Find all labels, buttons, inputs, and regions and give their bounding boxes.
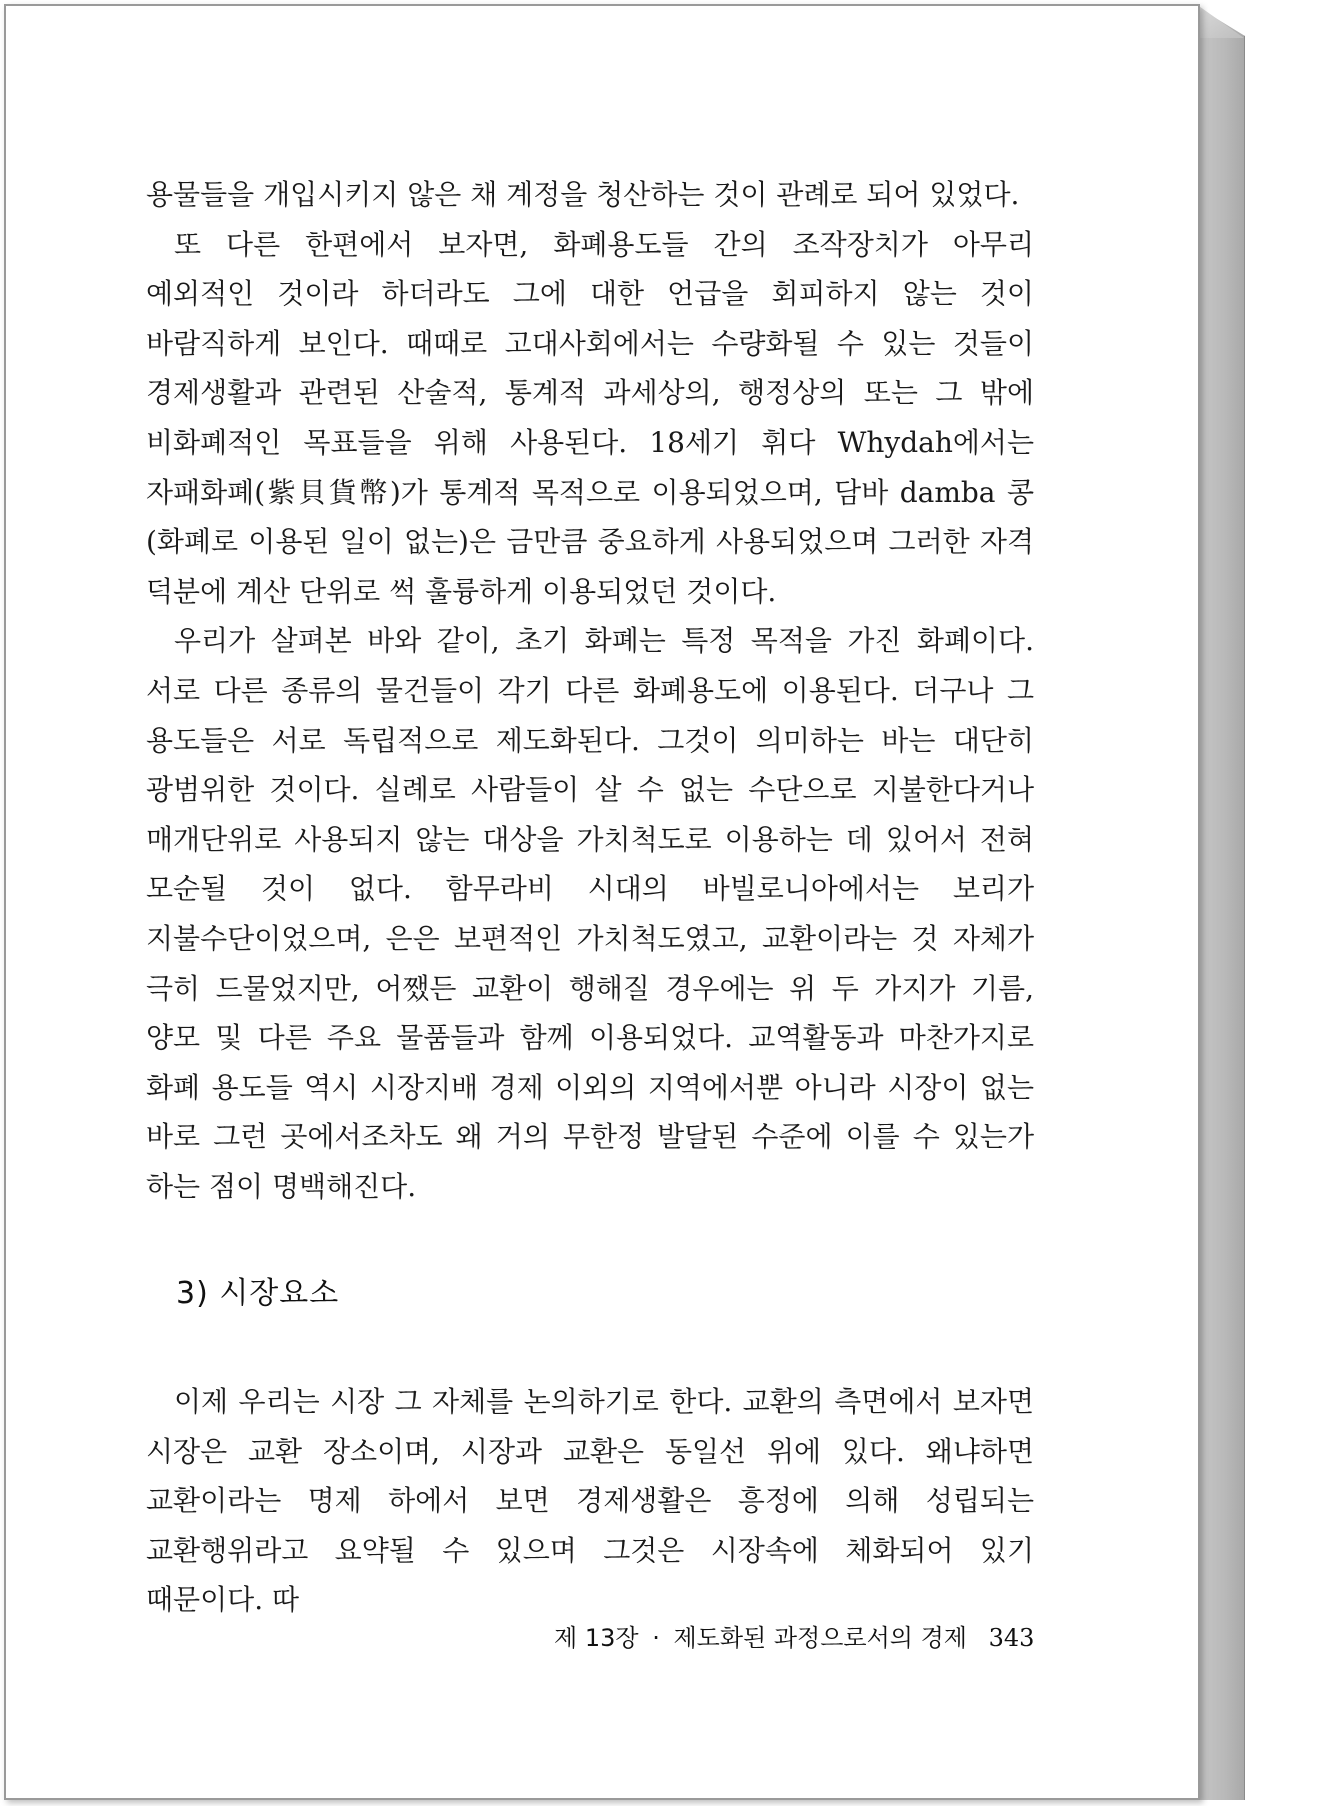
footer-chapter: 제 13장 (554, 1624, 639, 1652)
page-number: 343 (988, 1624, 1035, 1652)
section-heading: 3) 시장요소 (176, 1276, 340, 1312)
footer-chapter-title: 제도화된 과정으로서의 경제 (673, 1624, 967, 1652)
paragraph-2: 또 다른 한편에서 보자면, 화폐용도들 간의 조작장치가 아무리 예외적인 것이라 하더라도 그에 대한 언급을 회피하지 않는 것이 바람직하게 보인다. 때때로 고대사회에서는 수량화될 수 있는 것들이 경제생활과 관련된 산술적, 통계적 과세상의, 행정상의 또는 그 밖에 비화폐적인 목표들을 위해 사용된다. 18세기 휘다 Whydah에서는 자패화폐(紫貝貨幣)가 통계적 목적으로 이용되었으며, 담바 damba 콩(화폐로 이용된 일이 없는)은 금만큼 중요하게 사용되었으며 그러한 자격 덕분에 계산 단위로 썩 훌륭하게 이용되었던 것이다. (146, 227, 1034, 608)
paragraph-3: 우리가 살펴본 바와 같이, 초기 화폐는 특정 목적을 가진 화폐이다. 서로 다른 종류의 물건들이 각기 다른 화폐용도에 이용된다. 더구나 그 용도들은 서로 독립적으로 제도화된다. 그것이 의미하는 바는 대단히 광범위한 것이다. 실례로 사람들이 살 수 없는 수단으로 지불한다거나 매개단위로 사용되지 않는 대상을 가치척도로 이용하는 데 있어서 전혀 모순될 것이 없다. 함무라비 시대의 바빌로니아에서는 보리가 지불수단이었으며, 은은 보편적인 가치척도였고, 교환이라는 것 자체가 극히 드물었지만, 어쨌든 교환이 행해질 경우에는 위 두 가지가 기름, 양모 및 다른 주요 물품들과 함께 이용되었다. 교역활동과 마찬가지로 화폐 용도들 역시 시장지배 경제 이외의 지역에서뿐 아니라 시장이 없는 바로 그런 곳에서조차도 왜 거의 무한정 발달된 수준에 이를 수 있는가 하는 점이 명백해진다. (146, 624, 1034, 1203)
book-spine (1196, 6, 1245, 1800)
paragraph-1: 용물들을 개입시키지 않은 채 계정을 청산하는 것이 관례로 되어 있었다. (146, 178, 1020, 211)
paragraph-4: 이제 우리는 시장 그 자체를 논의하기로 한다. 교환의 측면에서 보자면 시장은 교환 장소이며, 시장과 교환은 동일선 위에 있다. 왜냐하면 교환이라는 명제 하에서 보면 경제생활은 흥정에 의해 성립되는 교환행위라고 요약될 수 있으며 그것은 시장속에 체화되어 있기 때문이다. 따 (146, 1385, 1034, 1617)
page-body (146, 170, 1034, 1625)
running-footer (554, 1618, 1034, 1653)
footer-separator: · (652, 1624, 660, 1652)
